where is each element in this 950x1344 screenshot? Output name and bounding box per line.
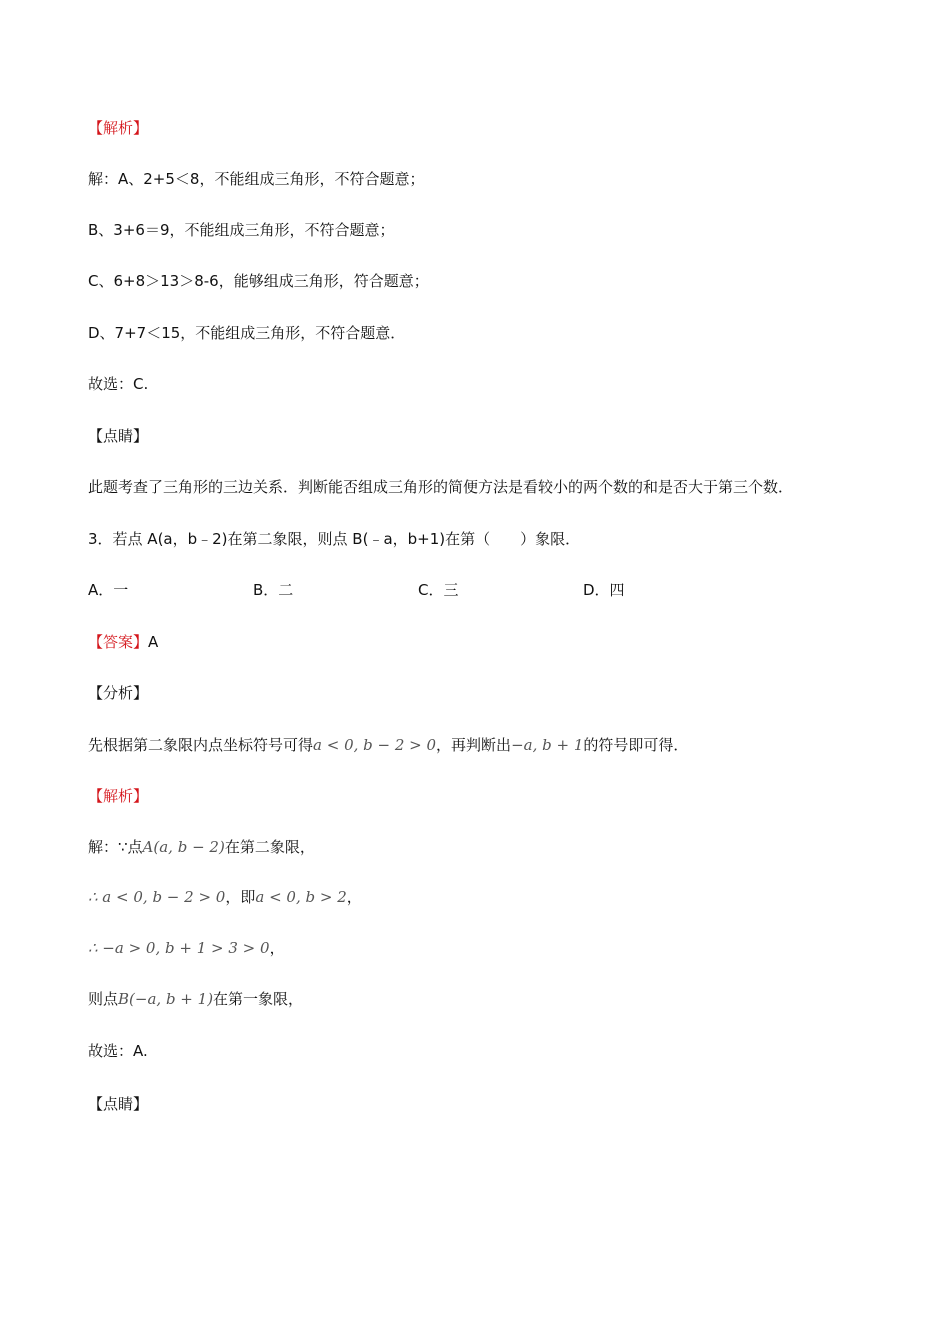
analysis-math-2: −a, b + 1 (511, 736, 584, 754)
solution-l4-post: 在第一象限， (213, 990, 304, 1008)
comment-tag-1: 【点睛】 (88, 427, 149, 445)
solution-l1-math: A(a, b − 2) (142, 838, 225, 856)
solution-line-4 (88, 988, 303, 1010)
answer-value: A (148, 633, 159, 651)
solution-l4-math: B(−a, b + 1) (118, 990, 214, 1008)
analysis-post: 的符号即可得． (583, 736, 689, 754)
analysis-line-d: D、7+7＜15，不能组成三角形，不符合题意． (88, 324, 406, 342)
analysis-tag-1: 【解析】 (88, 119, 149, 137)
choice-line-1: 故选：C. (88, 375, 149, 393)
solution-l2-math-2: a < 0, b > 2 (255, 888, 347, 906)
option-d: D．四 (583, 581, 625, 599)
analysis-mid: ，再判断出 (436, 736, 512, 754)
comment-text-1: 此题考查了三角形的三边关系．判断能否组成三角形的简便方法是看较小的两个数的和是否大于第三个数． (88, 478, 794, 496)
answer-tag: 【答案】 (88, 633, 149, 651)
option-a: A．一 (88, 581, 129, 599)
analysis-pre: 先根据第二象限内点坐标符号可得 (88, 736, 314, 754)
solution-line-3 (88, 937, 285, 959)
choice-line-2: 故选：A. (88, 1042, 148, 1060)
solution-l2-mid: ，即 (225, 888, 256, 906)
analysis-line-b: B、3+6＝9，不能组成三角形，不符合题意； (88, 221, 395, 239)
option-c: C．三 (418, 581, 459, 599)
solution-l1-post: 在第二象限， (224, 838, 315, 856)
comment-tag-2: 【点睛】 (88, 1095, 149, 1113)
option-b: B．二 (253, 581, 294, 599)
solution-line-1 (88, 836, 315, 858)
analysis-math-1: a < 0, b − 2 > 0 (313, 736, 437, 754)
solution-l3-math: ∴ −a > 0, b + 1 > 3 > 0 (88, 939, 270, 957)
solution-l3-post: ， (269, 939, 285, 957)
analysis-line-a: 解：A、2+5＜8，不能组成三角形，不符合题意； (88, 170, 425, 188)
solution-l2-post: ， (346, 888, 362, 906)
analysis-tag-2: 【分析】 (88, 684, 149, 702)
solution-l4-pre: 则点 (88, 990, 119, 1008)
solution-l2-math-1: ∴ a < 0, b − 2 > 0 (88, 888, 226, 906)
question-text: 3．若点 A(a，b﹣2)在第二象限，则点 B(﹣a，b+1)在第（ ）象限． (88, 530, 581, 548)
analysis-text (88, 734, 688, 756)
analysis-line-c: C、6+8＞13＞8-6，能够组成三角形，符合题意； (88, 272, 429, 290)
solution-line-2 (88, 886, 362, 908)
answer-line (88, 631, 158, 653)
solution-tag: 【解析】 (88, 787, 149, 805)
solution-l1-pre: 解：∵点 (88, 838, 143, 856)
